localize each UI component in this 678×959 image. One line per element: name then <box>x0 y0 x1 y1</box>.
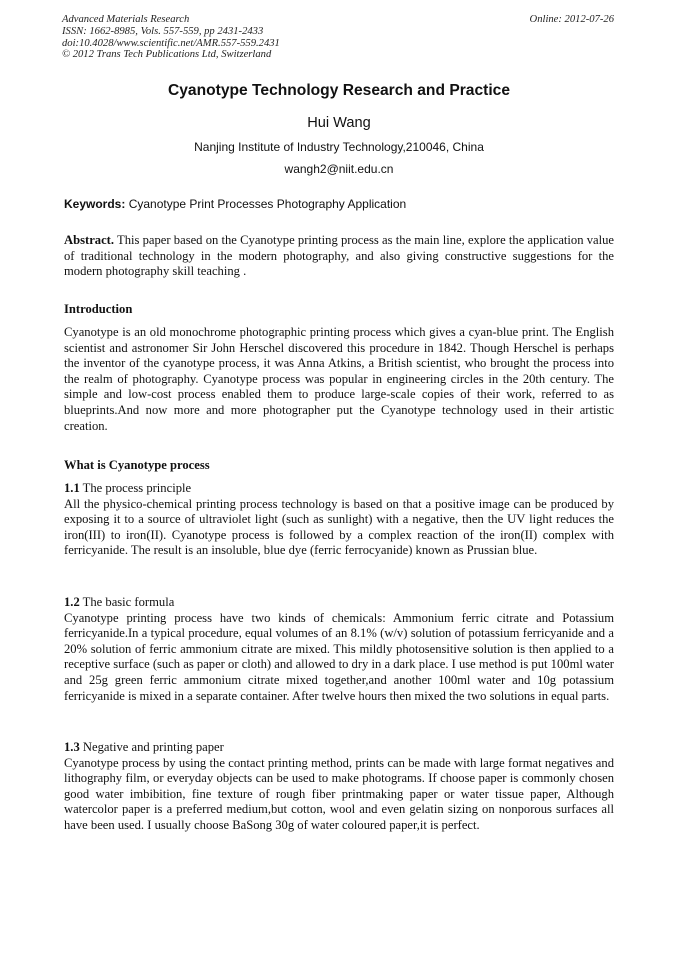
keywords-text: Cyanotype Print Processes Photography Application <box>125 197 407 211</box>
journal-name: Advanced Materials Research <box>62 14 190 25</box>
subsection-heading <box>64 481 614 497</box>
abstract <box>64 233 614 280</box>
abstract-label: Abstract. <box>64 233 115 247</box>
subsection-process-principle <box>64 481 614 559</box>
subsection-text: Cyanotype printing process have two kinds of chemicals: Ammonium ferric citrate and Potassium ferricyanide.In a typical procedure, equal volumes of an 8.1% (w/v) solution of potassium ferricyanide and a 20% solution of ferric ammonium citrate are mixed. This mildly photosensitive solution is then applied to a receptive surface (such as paper or cloth) and allowed to dry in a dark place. I use method is put 100ml water and 25g green ferric ammonium citrate mixed together,and another 100ml water and 10g potassium ferricyanide is mixed in a separate container. After twelve hours then mixed the two solutions in equal parts. <box>64 610 614 703</box>
subsection-negative-paper <box>64 740 614 834</box>
subsection-number: 1.3 <box>64 740 80 754</box>
subsection-text: All the physico-chemical printing process technology is based on that a positive image can be produced by exposing it to a source of ultraviolet light (such as sunlight) with a negative, then the UV light reduces the iron(III) to iron(II). Cyanotype process is followed by a complex reaction of the iron(II) complex with ferricyanide. The result is an insoluble, blue dye (ferric ferrocyanide) known as Prussian blue. <box>64 496 614 558</box>
author-affiliation: Nanjing Institute of Industry Technology,210046, China <box>194 140 484 154</box>
subsection-heading <box>64 740 614 756</box>
subsection-number: 1.1 <box>64 481 80 495</box>
journal-copyright: © 2012 Trans Tech Publications Ltd, Switzerland <box>62 49 272 61</box>
author-name: Hui Wang <box>307 115 371 131</box>
paper-title: Cyanotype Technology Research and Practice <box>167 82 511 99</box>
subsection-text: Cyanotype process by using the contact printing method, prints can be made with large format negatives and lithography film, or everyday objects can be used to make photograms. If choose paper is commonly chosen good water imbibition, fine texture of rough fiber printmaking paper or water tissue paper, Although watercolor paper is a preferred medium,but cotton, wool and even gelatin sizing on nonporous surfaces all have been used. I usually choose BaSong 30g of water coloured paper,it is perfect. <box>64 755 614 832</box>
journal-issn: ISSN: 1662-8985, Vols. 557-559, pp 2431-2433 <box>62 25 264 37</box>
keywords <box>64 197 616 211</box>
section-heading-cyanotype-process: What is Cyanotype process <box>64 458 210 472</box>
subsection-basic-formula <box>64 595 614 704</box>
subsection-title: The process principle <box>79 481 192 495</box>
subsection-heading <box>64 595 614 611</box>
online-date: Online: 2012-07-26 <box>529 14 614 25</box>
journal-header <box>62 14 280 61</box>
journal-doi: doi:10.4028/www.scientific.net/AMR.557-559.2431 <box>62 37 280 49</box>
subsection-title: The basic formula <box>79 595 175 609</box>
abstract-text: This paper based on the Cyanotype printing process as the main line, explore the application value of traditional technology in the modern photography, and also giving constructive suggestions for the modern photography skill teaching . <box>64 233 614 279</box>
author-email: wangh2@niit.edu.cn <box>284 162 394 176</box>
subsection-title: Negative and printing paper <box>79 740 224 754</box>
keywords-label: Keywords: <box>64 197 126 211</box>
subsection-number: 1.2 <box>64 595 80 609</box>
introduction-text: Cyanotype is an old monochrome photographic printing process which gives a cyan-blue print. The English scientist and astronomer Sir John Herschel discovered this procedure in 1842. Though Herschel is perhaps the inventor of the cyanotype process, it was Anna Atkins, a British scientist, who brought the process into the realm of photography. Cyanotype process was popular in engineering circles in the 20th century. The simple and low-cost process enabled them to produce large-scale copies of their work, referred to as blueprints.And now more and more photographer put the Cyanotype technology used in their artistic creation. <box>64 325 614 433</box>
introduction-heading: Introduction <box>64 302 133 316</box>
